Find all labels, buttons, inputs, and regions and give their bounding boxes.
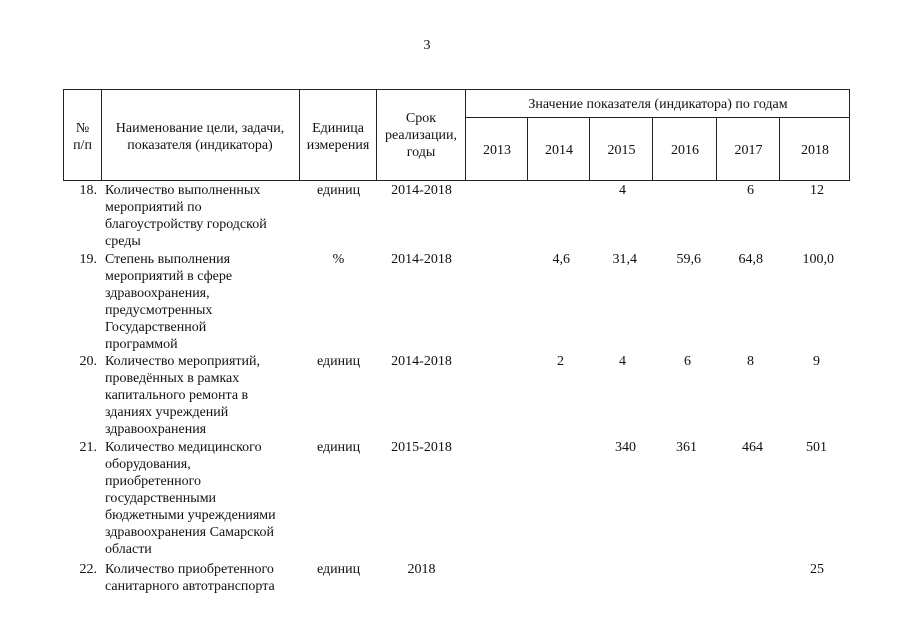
row-value-2018: 9 xyxy=(813,354,820,369)
row-indicator-name: Количество мероприятий, проведённых в рамках капитального ремонта в зданиях учреждений здравоохранения xyxy=(105,354,260,437)
page-number: 3 xyxy=(423,38,431,53)
row-value-2016: 361 xyxy=(676,440,697,455)
header-year-2017: 2017 xyxy=(734,143,763,158)
row-indicator-name: Степень выполнения мероприятий в сфере здравоохранения, предусмотренных Государственной программой xyxy=(105,252,233,352)
row-unit: единиц xyxy=(316,354,361,369)
header-num: № п/п xyxy=(73,121,92,153)
row-unit: % xyxy=(332,252,345,267)
row-period: 2015-2018 xyxy=(391,440,452,455)
header-top-border xyxy=(63,89,850,90)
header-year-2016: 2016 xyxy=(671,143,699,158)
header-year-2014: 2014 xyxy=(545,143,573,158)
row-value-2018: 100,0 xyxy=(802,252,834,267)
row-number: 20. xyxy=(79,354,97,369)
row-value-2016: 59,6 xyxy=(676,252,701,267)
header-year-2018: 2018 xyxy=(801,143,829,158)
row-value-2018: 501 xyxy=(806,440,827,455)
row-value-2017: 64,8 xyxy=(738,252,763,267)
row-value-2014: 4,6 xyxy=(552,252,570,267)
row-unit: единиц xyxy=(316,183,361,198)
row-unit: единиц xyxy=(316,562,361,577)
row-value-2017: 8 xyxy=(747,354,754,369)
row-period: 2014-2018 xyxy=(391,183,452,198)
row-unit: единиц xyxy=(316,440,361,455)
row-value-2015: 4 xyxy=(619,354,626,369)
row-value-2018: 25 xyxy=(810,562,824,577)
row-period: 2014-2018 xyxy=(391,252,452,267)
row-number: 19. xyxy=(79,252,97,267)
row-value-2018: 12 xyxy=(810,183,824,198)
header-year-2013: 2013 xyxy=(483,143,511,158)
row-value-2016: 6 xyxy=(684,354,691,369)
header-unit: Единица измерения xyxy=(306,121,370,153)
row-indicator-name: Количество приобретенного санитарного автотранспорта xyxy=(105,562,275,594)
header-name: Наименование цели, задачи, показателя (индикатора) xyxy=(115,121,285,153)
row-value-2015: 340 xyxy=(615,440,636,455)
row-number: 22. xyxy=(79,562,97,577)
row-value-2014: 2 xyxy=(557,354,564,369)
row-value-2017: 6 xyxy=(747,183,754,198)
years-divider xyxy=(465,117,850,118)
row-number: 18. xyxy=(79,183,97,198)
row-indicator-name: Количество медицинского оборудования, приобретенного государственными бюджетными учреждениями здравоохранения Самарской области xyxy=(105,440,276,557)
row-number: 21. xyxy=(79,440,97,455)
row-indicator-name: Количество выполненных мероприятий по благоустройству городской среды xyxy=(105,183,267,249)
row-period: 2014-2018 xyxy=(391,354,452,369)
row-value-2015: 31,4 xyxy=(612,252,637,267)
header-year-2015: 2015 xyxy=(607,143,636,158)
header-bottom-border xyxy=(63,180,850,181)
row-value-2017: 464 xyxy=(742,440,763,455)
row-period: 2018 xyxy=(407,562,436,577)
row-value-2015: 4 xyxy=(619,183,626,198)
header-values-title: Значение показателя (индикатора) по годам xyxy=(528,97,788,112)
header-period: Срок реализации, годы xyxy=(385,111,457,160)
